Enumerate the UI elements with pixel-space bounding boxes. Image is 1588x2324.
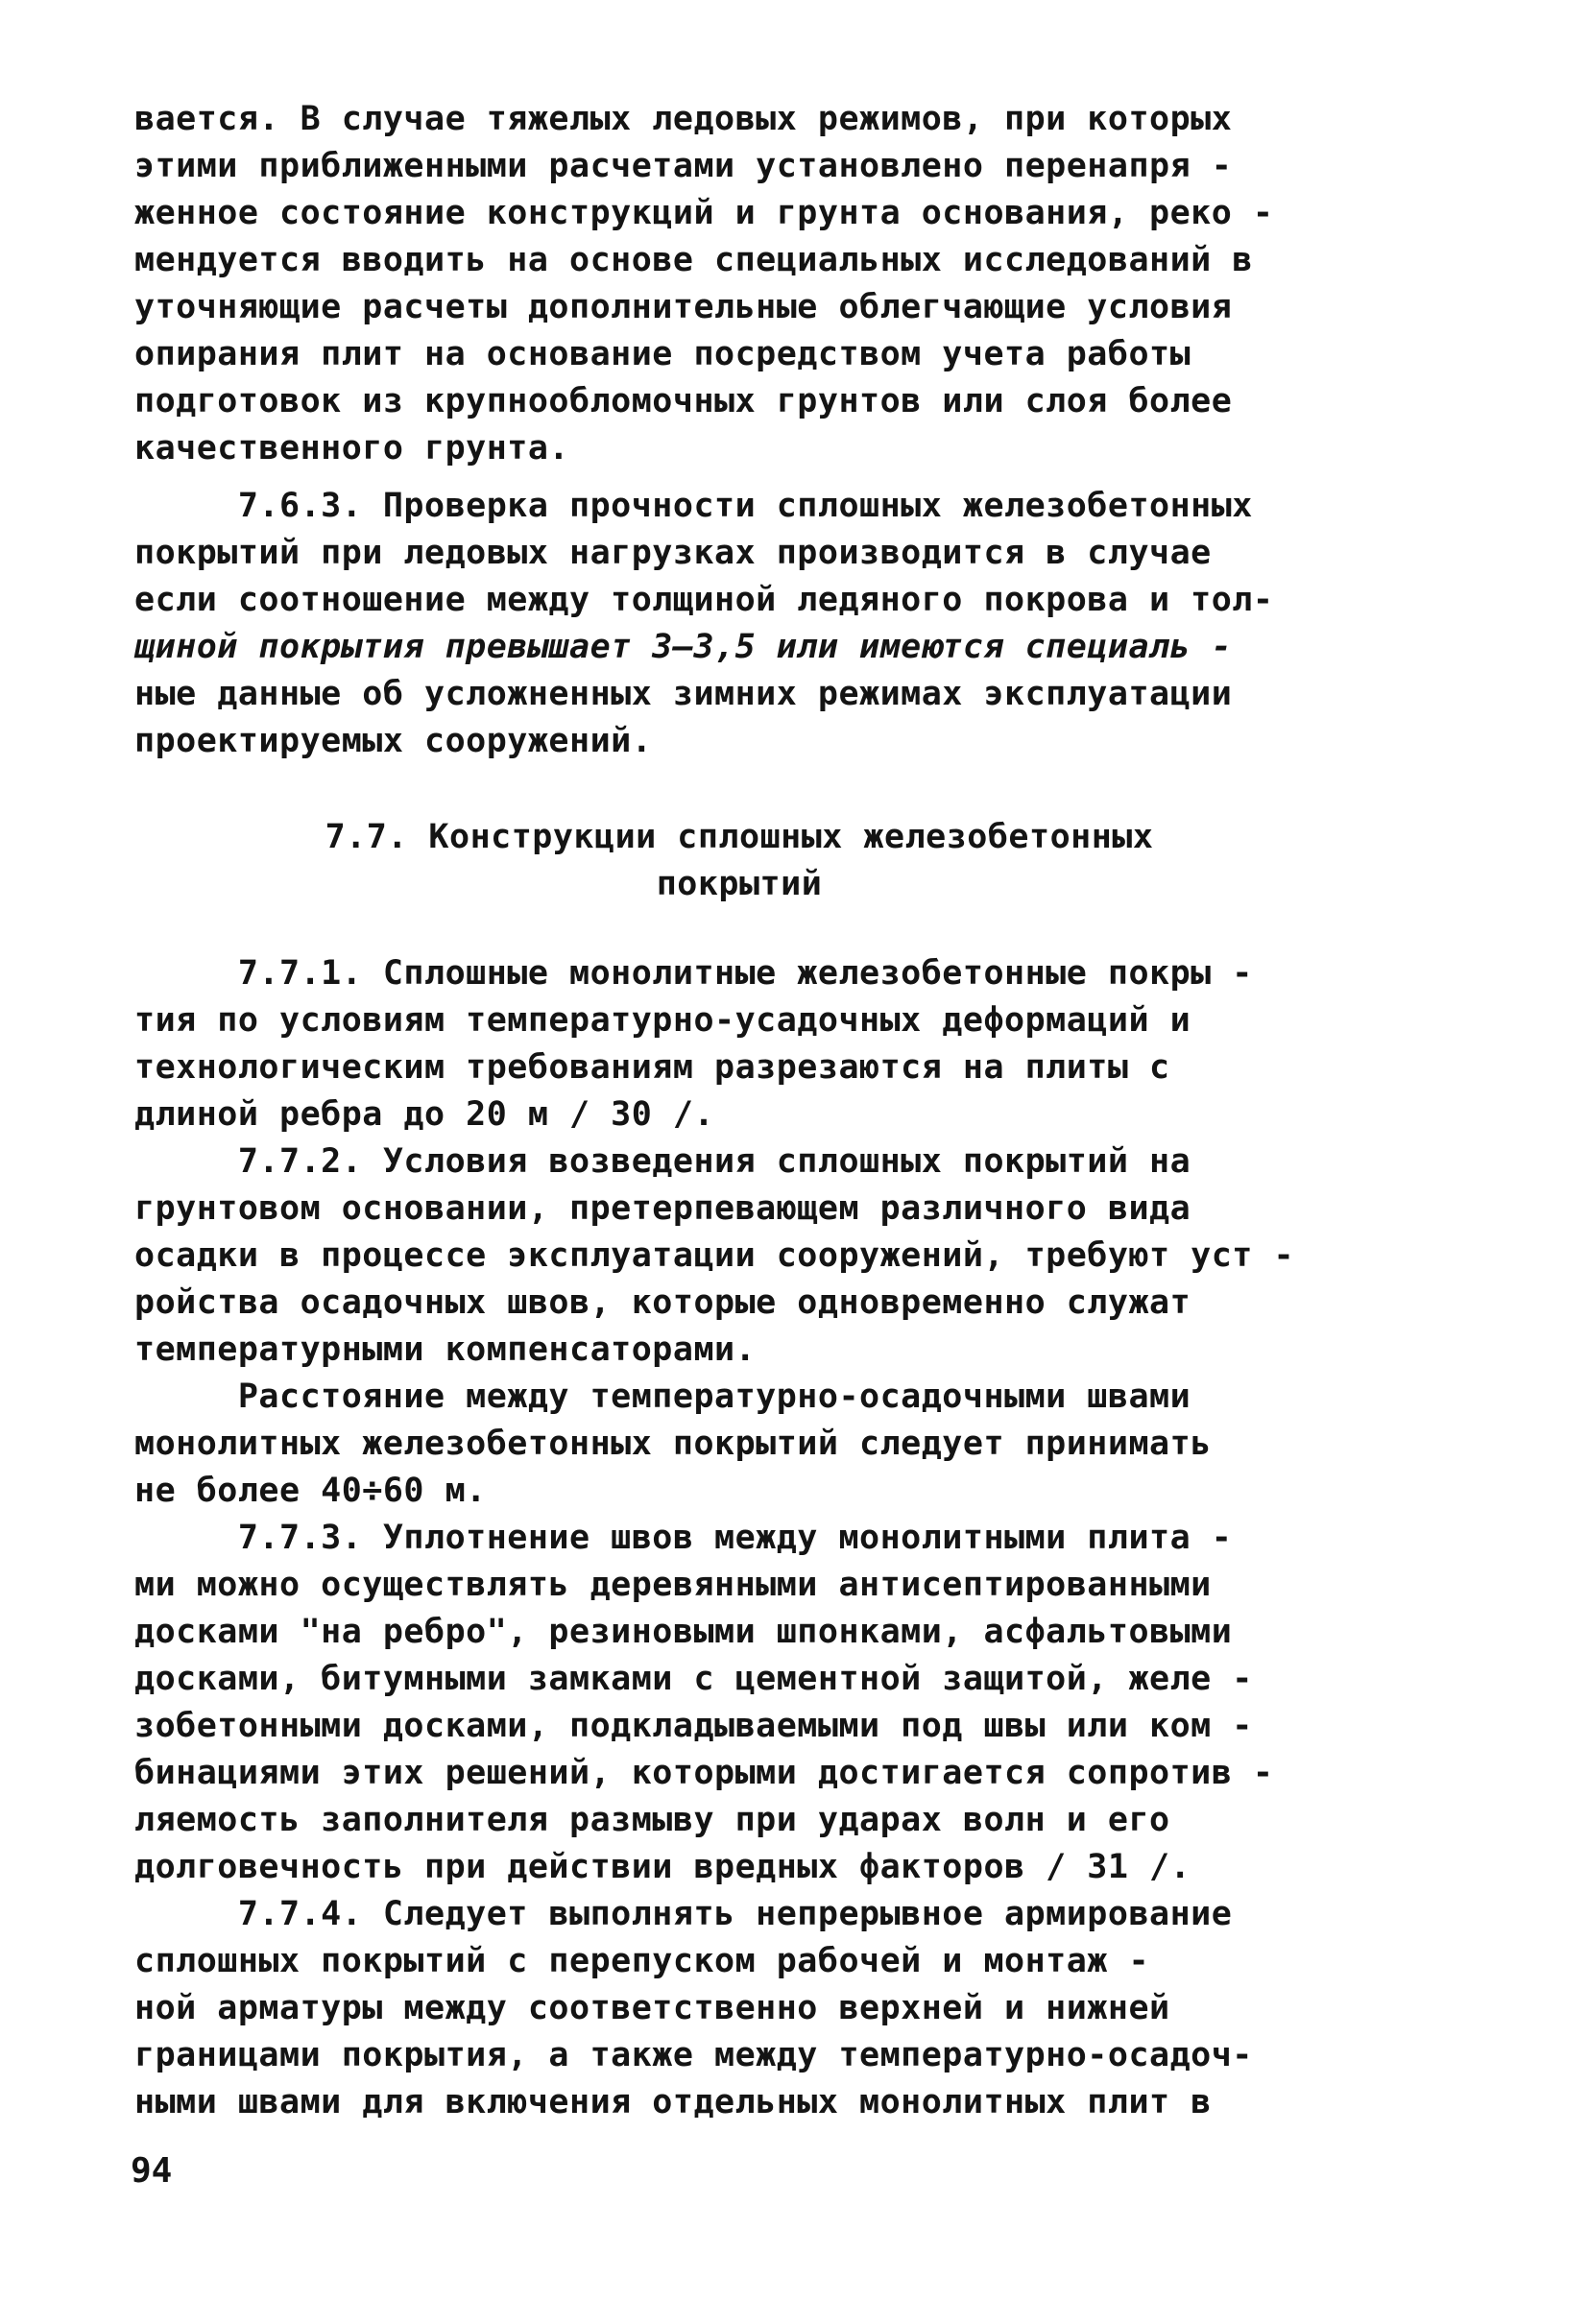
text-line: досками, битумными замками с цементной защитой, желе -	[134, 1660, 1253, 1698]
text-line: если соотношение между толщиной ледяного покрова и тол-	[134, 581, 1274, 619]
text-line: Расстояние между температурно-осадочными швами	[134, 1378, 1191, 1416]
text-line: ройства осадочных швов, которые одновременно служат	[134, 1283, 1191, 1322]
text-line: бинациями этих решений, которыми достигается сопротив -	[134, 1754, 1274, 1792]
text-line: уточняющие расчеты дополнительные облегчающие условия	[134, 288, 1233, 326]
text-line: опирания плит на основание посредством учета работы	[134, 335, 1191, 373]
text-line: грунтовом основании, претерпевающем различного вида	[134, 1189, 1191, 1228]
text-line: вается. В случае тяжелых ледовых режимов, при которых	[134, 100, 1233, 138]
text-line: температурными компенсаторами.	[134, 1330, 757, 1369]
text-line: женное состояние конструкций и грунта основания, реко -	[134, 194, 1274, 232]
text-line: ные данные об усложненных зимних режимах эксплуатации	[134, 675, 1233, 713]
text-line: 7.7.1. Сплошные монолитные железобетонные покры -	[134, 954, 1253, 993]
text-line: качественного грунта.	[134, 429, 570, 467]
text-line: мендуется вводить на основе специальных исследований в	[134, 241, 1253, 279]
text-line: не более 40÷60 м.	[134, 1472, 487, 1510]
text-line: 7.7.3. Уплотнение швов между монолитными плита -	[134, 1519, 1233, 1557]
text-line: монолитных железобетонных покрытий следует принимать	[134, 1425, 1212, 1463]
text-line: подготовок из крупнообломочных грунтов или слоя более	[134, 382, 1233, 420]
text-line: щиной покрытия превышает 3–3,5 или имеются специаль -	[134, 628, 1233, 666]
text-line: сплошных покрытий с перепуском рабочей и монтаж -	[134, 1942, 1150, 1980]
text-line: длиной ребра до 20 м / 30 /.	[134, 1095, 715, 1134]
text-line: 7.7.4. Следует выполнять непрерывное армирование	[134, 1895, 1233, 1933]
text-line: покрытий при ледовых нагрузках производится в случае	[134, 534, 1212, 572]
text-line: 7.7.2. Условия возведения сплошных покрытий на	[134, 1142, 1191, 1181]
text-line: ной арматуры между соответственно верхней и нижней	[134, 1989, 1170, 2027]
text-line: тия по условиям температурно-усадочных деформаций и	[134, 1001, 1191, 1040]
text-line: осадки в процессе эксплуатации сооружений, требуют уст -	[134, 1236, 1295, 1275]
text-line: этими приближенными расчетами установлено перенапря -	[134, 147, 1233, 185]
text-line: долговечность при действии вредных факторов / 31 /.	[134, 1848, 1191, 1886]
section-heading-continuation: покрытий	[656, 865, 823, 903]
page-number: 94	[131, 2151, 173, 2191]
text-line: границами покрытия, а также между температурно-осадоч-	[134, 2036, 1253, 2074]
text-line: ными швами для включения отдельных монолитных плит в	[134, 2083, 1212, 2121]
text-line: технологическим требованиям разрезаются на плиты с	[134, 1048, 1170, 1087]
section-heading: 7.7. Конструкции сплошных железобетонных	[325, 818, 1154, 856]
text-line: проектируемых сооружений.	[134, 722, 653, 760]
text-line: ми можно осуществлять деревянными антисептированными	[134, 1566, 1212, 1604]
text-line: зобетонными досками, подкладываемыми под швы или ком -	[134, 1707, 1253, 1745]
text-line: 7.6.3. Проверка прочности сплошных железобетонных	[134, 487, 1253, 525]
text-line: досками "на ребро", резиновыми шпонками, асфальтовыми	[134, 1613, 1233, 1651]
text-line: ляемость заполнителя размыву при ударах волн и его	[134, 1801, 1170, 1839]
